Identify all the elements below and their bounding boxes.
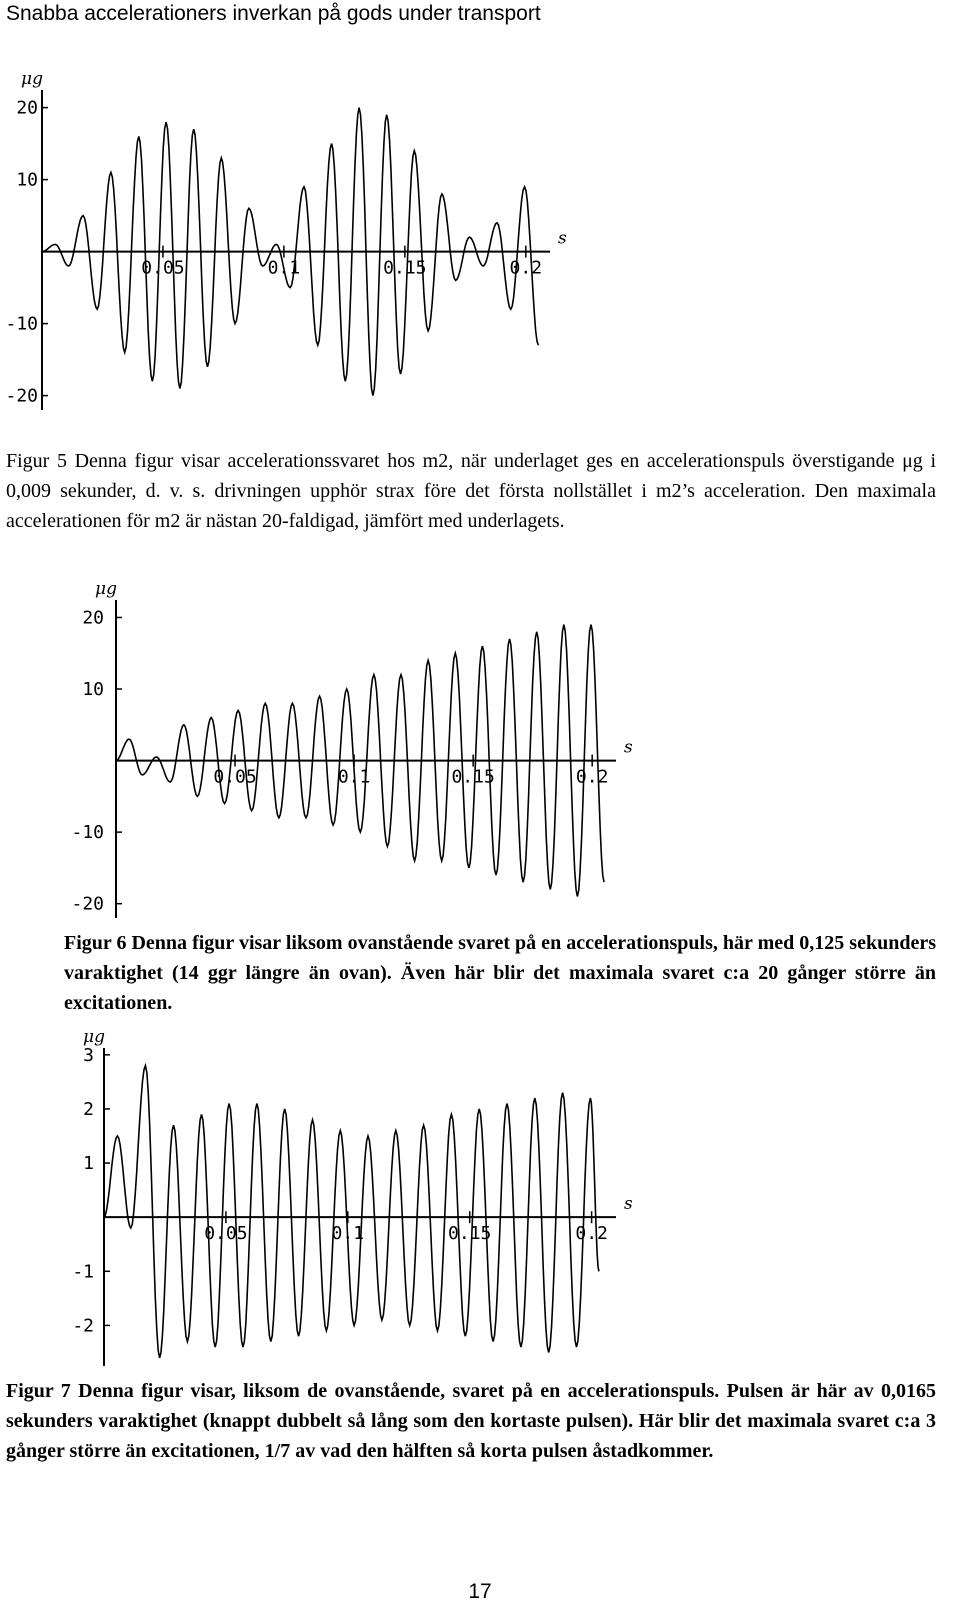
figure-5-caption: Figur 5 Denna figur visar accelerationssvaret hos m2, när underlaget ges en accelerationspuls överstigande μg i 0,009 sekunder, d. v. s. drivningen upphör strax före det första nollstället i m2’s acceleration. Den maximala accelerationen för m2 är nästan 20-faldigad, jämfört med underlagets. — [6, 450, 936, 532]
page-number: 17 — [468, 1580, 492, 1603]
y-tick-label: -20 — [5, 385, 38, 407]
x-tick-label: 0.2 — [509, 257, 543, 279]
x-tick-label: 0.2 — [575, 1223, 608, 1245]
running-header: Snabba accelerationers inverkan på gods under transport — [6, 2, 541, 25]
x-tick-label: 0.05 — [141, 257, 185, 279]
x-tick-label: 0.05 — [204, 1223, 248, 1245]
x-tick-label: 0.15 — [448, 1223, 492, 1245]
x-axis-unit-label: s — [558, 228, 567, 249]
x-tick-label: 0.1 — [337, 766, 371, 788]
x-tick-label: 0.15 — [451, 766, 495, 788]
x-axis-unit-label: s — [624, 737, 633, 758]
y-tick-label: 10 — [16, 169, 38, 191]
x-tick-label: 0.05 — [213, 766, 257, 788]
figure-5-chart — [0, 68, 580, 418]
y-axis-unit-label: μg — [21, 69, 43, 89]
y-tick-label: 20 — [82, 607, 104, 629]
y-tick-label: -1 — [72, 1261, 94, 1283]
figure-6-caption: Figur 6 Denna figur visar liksom ovanstående svaret på en accelerationspuls, här med 0,125 sekunders varaktighet (14 ggr längre än ovan). Även här blir det maximala svaret c:a 20 gånger större än excitationen. — [64, 932, 936, 1014]
y-axis-unit-label: μg — [83, 1027, 105, 1047]
y-tick-label: 2 — [83, 1098, 94, 1120]
y-tick-label: -10 — [5, 313, 38, 335]
figure-6-chart — [64, 578, 644, 923]
y-axis-unit-label: μg — [95, 579, 117, 599]
y-tick-label: 10 — [82, 679, 104, 701]
series-line — [104, 1066, 599, 1358]
x-axis-unit-label: s — [624, 1194, 633, 1215]
figure-7-caption: Figur 7 Denna figur visar, liksom de ovanstående, svaret på en accelerationspuls. Pulsen är här av 0,0165 sekunders varaktighet (knappt dubbelt så lång som den kortaste pulsen). Här blir det maximala svaret c:a 3 gånger större än excitationen, 1/7 av vad den hälften så korta pulsen åstadkommer. — [6, 1380, 936, 1462]
y-tick-label: 3 — [83, 1044, 94, 1066]
y-tick-label: 20 — [16, 97, 38, 119]
x-tick-label: 0.1 — [267, 257, 301, 279]
y-tick-label: -2 — [72, 1315, 94, 1337]
x-tick-label: 0.15 — [383, 257, 427, 279]
y-tick-label: 1 — [83, 1153, 94, 1175]
x-tick-label: 0.1 — [331, 1223, 365, 1245]
figure-7-chart — [64, 1026, 644, 1371]
y-tick-label: -20 — [71, 893, 104, 915]
y-tick-label: -10 — [71, 822, 104, 844]
x-tick-label: 0.2 — [575, 766, 609, 788]
